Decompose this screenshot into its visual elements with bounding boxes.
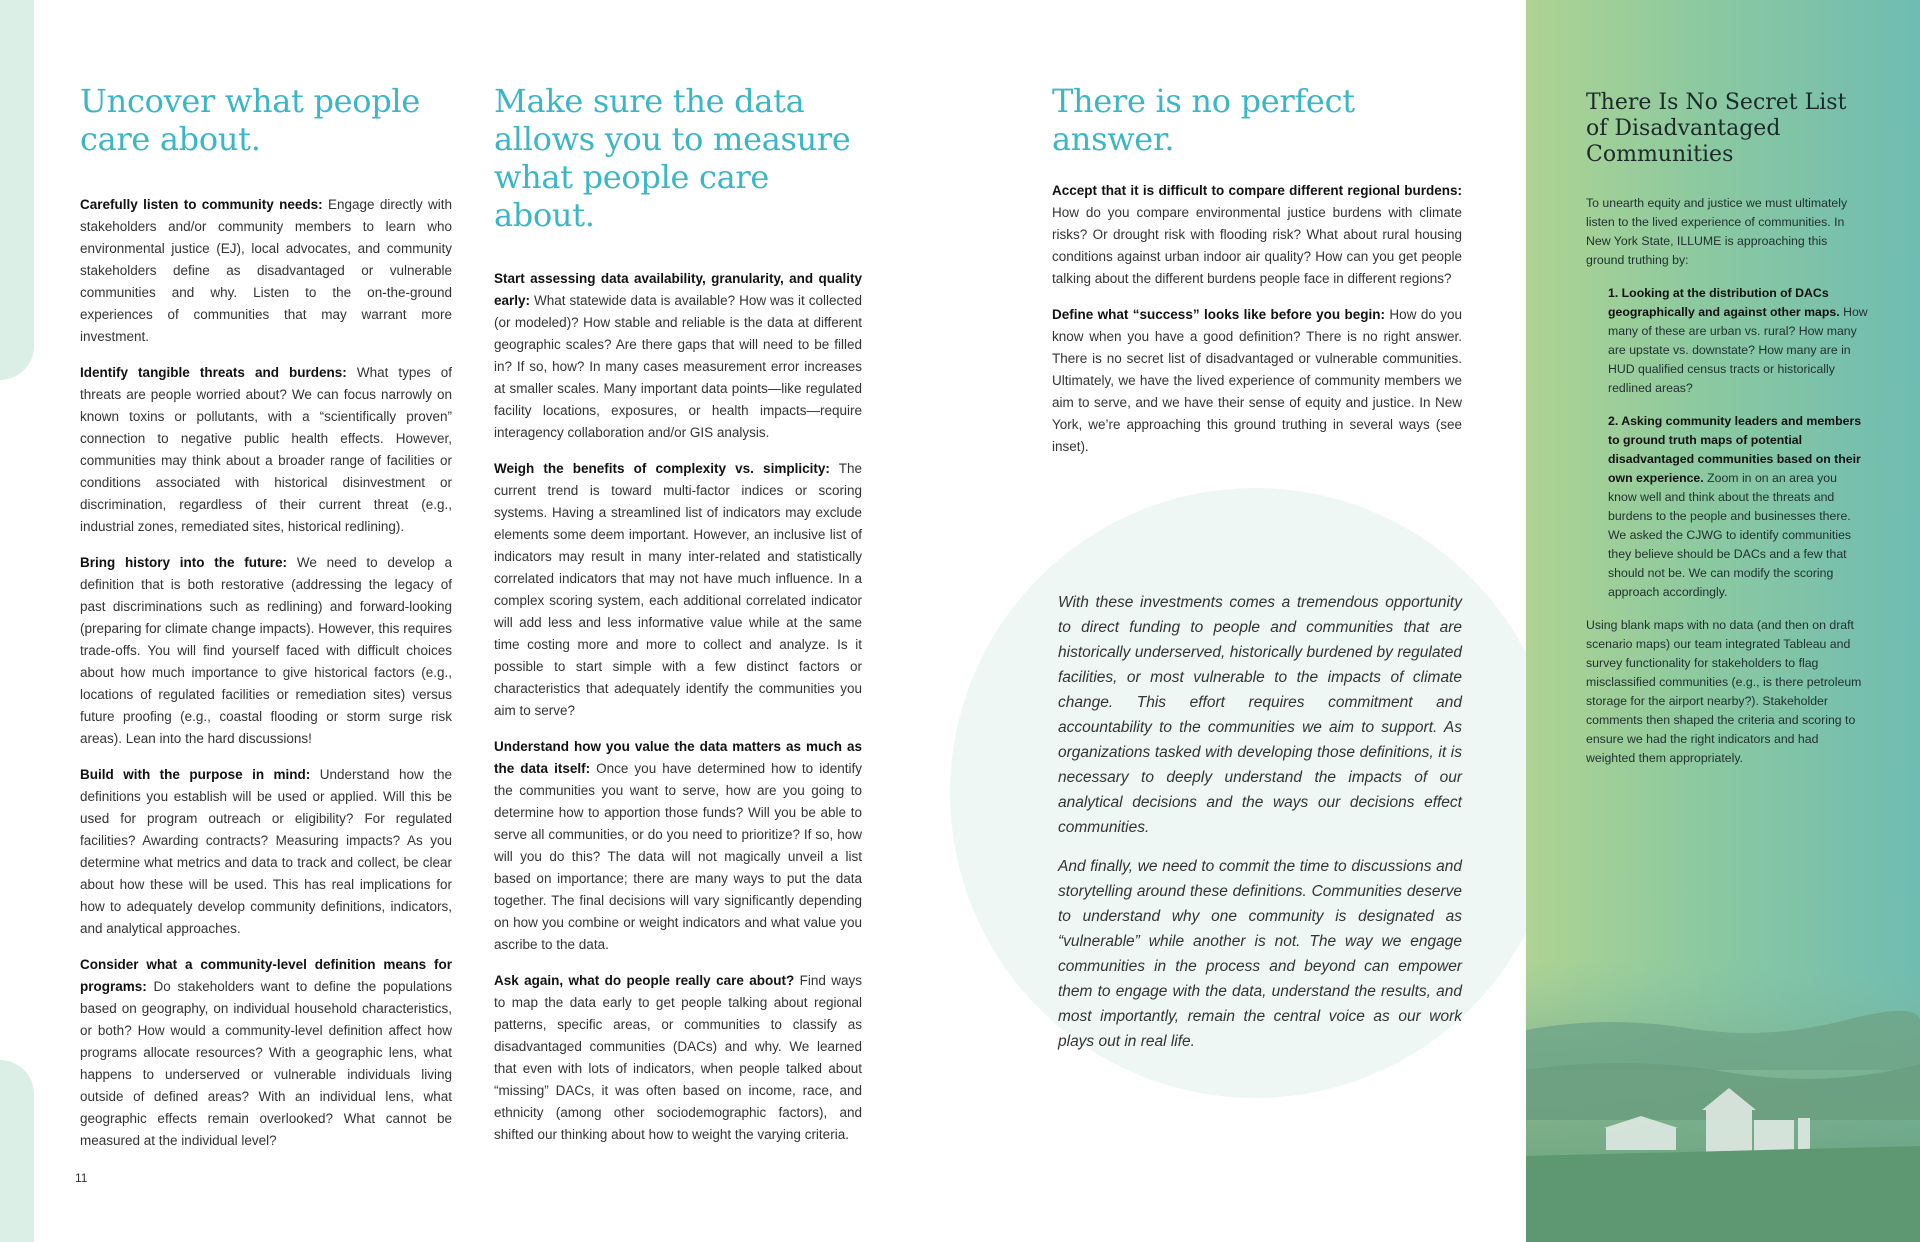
paragraph-body: We need to develop a definition that is both restorative (addressing the legacy of past discriminations such as redlining) and forward-looking (preparing for climate change impacts). However, this requires trade-offs. You will find yourself faced with difficult choices about how much importance to give historical factors (e.g., locations of regulated facilities or remediation sites) versus future proofing (e.g., coastal flooding or storm surge risk areas). Lean into the hard discussions!	[80, 555, 452, 746]
sidebar-content	[1586, 90, 1868, 782]
quote-paragraph: With these investments comes a tremendous opportunity to direct funding to people and communities that are historically underserved, historically burdened by regulated facilities, or most vulnerable to the impacts of climate change. This effort requires commitment and accountability to the communities we aim to support. As organizations tasked with developing those definitions, it is necessary to deeply understand the impacts of our analytical decisions and the ways our decisions effect communities.	[1058, 594, 1462, 836]
list-item-body: How many of these are urban vs. rural? How many are upstate vs. downstate? How many are in HUD qualified census tracts or historically redlined areas?	[1608, 305, 1868, 395]
column-no-perfect-answer	[1052, 82, 1462, 472]
paragraph-body: How do you compare environmental justice burdens with climate risks? Or drought risk with flooding risk? What about rural housing conditions against urban indoor air quality? How can you get people talking about the different burdens people face in different regions?	[1052, 205, 1462, 286]
paragraph-body: Understand how the definitions you establish will be used or applied. Will this be used for program outreach or eligibility? For regulated facilities? Awarding contracts? Measuring impacts? As you determine what metrics and data to track and collect, be clear about how these will be used. This has real implications for how to adequately develop community definitions, indicators, and analytical approaches.	[80, 767, 452, 936]
paragraph	[80, 552, 452, 750]
column-heading: There is no perfect answer.	[1052, 82, 1355, 158]
paragraph-lead: Define what “success” looks like before you begin:	[1052, 307, 1386, 322]
paragraph-lead: Accept that it is difficult to compare different regional burdens:	[1052, 183, 1462, 198]
paragraph-lead: Understand how you value the data matters as much as the data itself:	[494, 739, 862, 776]
sidebar-list-item	[1586, 284, 1868, 398]
column-heading: Uncover what people care about.	[80, 82, 421, 158]
paragraph-body: Find ways to map the data early to get people talking about regional patterns, specific areas, or communities to classify as disadvantaged communities (DACs) and why. We learned that even with lots of indicators, when people talked about “missing” DACs, it was often based on income, race, and ethnicity (among other sociodemographic factors), and shifted our thinking about how to weight the varying criteria.	[494, 973, 862, 1142]
paragraph	[1052, 180, 1462, 290]
paragraph-body: What types of threats are people worried about? We can focus narrowly on known toxins or pollutants, with a “scientifically proven” connection to negative public health effects. However, communities may think about a broader range of facilities or conditions associated with historical disinvestment or discrimination, regardless of their current threat (e.g., industrial zones, remediated sites, historical redlining).	[80, 365, 452, 534]
decorative-blob-top	[0, 0, 34, 380]
column-heading: Make sure the data allows you to measure what people care about.	[494, 82, 851, 234]
paragraph-lead: Build with the purpose in mind:	[80, 767, 311, 782]
paragraph	[494, 736, 862, 956]
paragraph	[1052, 304, 1462, 458]
paragraph	[80, 362, 452, 538]
sidebar-intro: To unearth equity and justice we must ultimately listen to the lived experience of communities. In New York State, ILLUME is approaching this ground truthing by:	[1586, 196, 1848, 267]
page-number: 11	[75, 1171, 88, 1185]
paragraph-body: Once you have determined how to identify the communities you want to serve, how are you going to determine how to apportion those funds? Will you be able to serve all communities, or do you need to prioritize? If so, how will you do this? The data will not magically unveil a list based on importance; there are many ways to put the data together. The final decisions will vary significantly depending on how you combine or weight indicators and what value you ascribe to the data.	[494, 761, 862, 952]
quote-paragraph: And finally, we need to commit the time to discussions and storytelling around these definitions. Communities deserve to understand why one community is designated as “vulnerable” while another is not. The way we engage communities in the process and beyond can empower them to engage with the data, understand the results, and most importantly, remain the central voice as our work plays out in real life.	[1058, 858, 1462, 1050]
sidebar-closing: Using blank maps with no data (and then on draft scenario maps) our team integrated Tableau and survey functionality for stakeholders to flag misclassified communities (e.g., is there petroleum storage for the airport nearby?). Stakeholder comments then shaped the criteria and scoring to ensure we had the right indicators and had weighted them appropriately.	[1586, 618, 1862, 765]
sidebar-heading: There Is No Secret List of Disadvantaged Communities	[1586, 90, 1847, 167]
paragraph-lead: Weigh the benefits of complexity vs. simplicity:	[494, 461, 830, 476]
list-item-body: Zoom in on an area you know well and think about the threats and burdens to the people and businesses there. We asked the CJWG to identify communities they believe should be DACs and a few that should not be. We can modify the scoring approach accordingly.	[1608, 471, 1852, 599]
sidebar-list-item	[1586, 412, 1868, 602]
paragraph	[494, 458, 862, 722]
paragraph-body: Do stakeholders want to define the populations based on geography, on individual household characteristics, or both? How would a community-level definition affect how programs allocate resources? With a geographic lens, what happens to underserved or vulnerable individuals living outside of defined areas? With an individual lens, what geographic effects remain overlooked? What cannot be measured at the individual level?	[80, 979, 452, 1148]
decorative-blob-bottom	[0, 1060, 34, 1242]
paragraph	[494, 268, 862, 444]
paragraph	[494, 970, 862, 1146]
pull-quote	[1058, 590, 1462, 1068]
paragraph	[80, 954, 452, 1152]
column-uncover	[80, 82, 452, 1166]
paragraph-body: The current trend is toward multi-factor indices or scoring systems. Having a streamlined list of indicators may exclude elements some deem important. However, an inclusive list of indicators may result in many inter-related and statistically correlated indicators that may not have much influence. In a complex scoring system, each additional correlated indicator will add less and less informative value while at the same time costing more and more to collect and analyze. Is it possible to start simple with a few distinct factors or characteristics that adequately identify the communities you aim to serve?	[494, 461, 862, 718]
paragraph-body: Engage directly with stakeholders and/or community members to learn who environmental justice (EJ), local advocates, and community stakeholders define as disadvantaged or vulnerable communities and why. Listen to the on-the-ground experiences of communities that may warrant more investment.	[80, 197, 452, 344]
farmland-landscape-image	[1526, 960, 1920, 1242]
paragraph	[80, 194, 452, 348]
paragraph	[80, 764, 452, 940]
paragraph-lead: Identify tangible threats and burdens:	[80, 365, 347, 380]
paragraph-lead: Start assessing data availability, granularity, and quality early:	[494, 271, 862, 308]
column-data	[494, 82, 862, 1160]
paragraph-lead: Carefully listen to community needs:	[80, 197, 323, 212]
paragraph-lead: Consider what a community-level definition means for programs:	[80, 957, 452, 994]
list-item-lead: 1. Looking at the distribution of DACs geographically and against other maps.	[1608, 286, 1840, 319]
paragraph-lead: Bring history into the future:	[80, 555, 288, 570]
paragraph-body: What statewide data is available? How was it collected (or modeled)? How stable and reliable is the data at different geographic scales? Are there gaps that will need to be filled in? If so, how? In many cases measurement error increases at smaller scales. Many important data points—like regulated facility locations, exposures, or health impacts—require interagency collaboration and/or GIS analysis.	[494, 293, 862, 440]
sidebar-inset	[1526, 0, 1920, 1242]
list-item-lead: 2. Asking community leaders and members to ground truth maps of potential disadvantaged communities based on their own experience.	[1608, 414, 1862, 485]
paragraph-body: How do you know when you have a good definition? There is no right answer. There is no secret list of disadvantaged or vulnerable communities. Ultimately, we have the lived experience of community members we aim to serve, and we have their sense of equity and justice. In New York, we’re approaching this ground truthing in several ways (see inset).	[1052, 307, 1462, 454]
left-decorative-strip	[0, 0, 34, 1242]
paragraph-lead: Ask again, what do people really care about?	[494, 973, 795, 988]
